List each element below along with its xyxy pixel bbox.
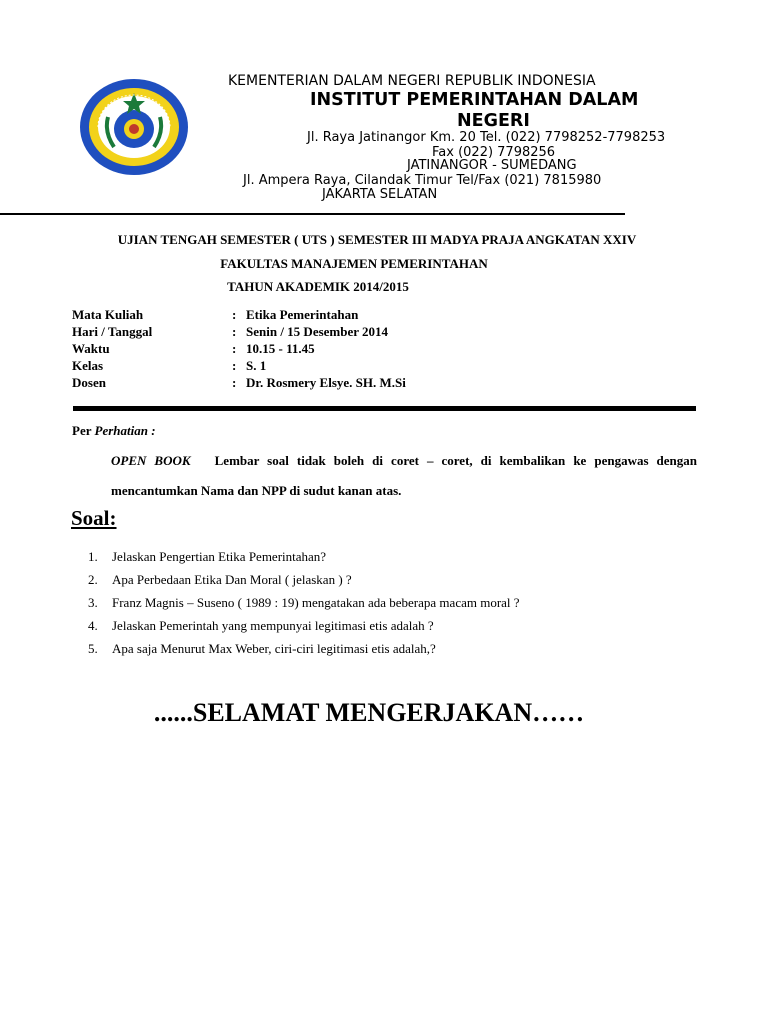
academic-year: TAHUN AKADEMIK 2014/2015 [227,279,409,294]
question-number: 4. [88,618,98,633]
header-divider [0,213,625,215]
question-item [88,545,520,568]
ministry-name: KEMENTERIAN DALAM NEGERI REPUBLIK INDONESIA [228,73,596,89]
notice-text: Lembar soal tidak boleh di coret – coret, di kembalikan ke pengawas dengan mencantumkan Nama dan NPP di sudut kanan atas. [111,453,698,498]
question-item [88,614,520,637]
info-colon: : [232,341,237,356]
question-item [88,637,520,660]
institute-name-line2: NEGERI [457,111,530,131]
question-item [88,591,520,614]
institute-logo [78,77,190,177]
question-item [88,568,520,591]
question-number: 1. [88,549,98,564]
question-text: Apa saja Menurut Max Weber, ciri-ciri legitimasi etis adalah,? [112,641,436,656]
info-colon: : [232,358,237,373]
address-jakarta: Jl. Ampera Raya, Cilandak Timur Tel/Fax (021) 7815980 [243,173,602,188]
question-number: 2. [88,572,98,587]
info-label: Mata Kuliah [72,307,144,322]
attention-notice [111,446,697,506]
closing-text: ......SELAMAT MENGERJAKAN…… [153,698,585,727]
question-text: Franz Magnis – Suseno ( 1989 : 19) mengatakan ada beberapa macam moral ? [112,595,520,610]
question-number: 3. [88,595,98,610]
info-label: Hari / Tanggal [72,324,153,339]
attention-heading [72,423,156,439]
question-text: Jelaskan Pengertian Etika Pemerintahan? [112,549,327,564]
info-colon: : [232,307,237,322]
info-colon: : [232,375,237,390]
question-number: 5. [88,641,98,656]
info-value: Senin / 15 Desember 2014 [246,324,389,339]
info-value: Dr. Rosmery Elsye. SH. M.Si [246,375,406,390]
question-text: Apa Perbedaan Etika Dan Moral ( jelaskan ) ? [112,572,352,587]
info-value: 10.15 - 11.45 [246,341,315,356]
fax-number: Fax (022) 7798256 [432,145,556,160]
info-value: S. 1 [246,358,267,373]
info-label: Kelas [72,358,104,373]
city-jatinangor: JATINANGOR - SUMEDANG [407,158,577,173]
attention-label: Perhatian : [94,423,156,438]
info-label: Dosen [72,375,106,390]
closing-message [0,698,768,728]
question-text: Jelaskan Pemerintah yang mempunyai legitimasi etis adalah ? [112,618,434,633]
info-value: Etika Pemerintahan [246,307,359,322]
open-book-label: OPEN BOOK [111,453,191,468]
attention-prefix: Per [72,423,92,438]
info-colon: : [232,324,237,339]
address-jatinangor: Jl. Raya Jatinangor Km. 20 Tel. (022) 7798252-7798253 [307,130,666,145]
institute-name-line1: INSTITUT PEMERINTAHAN DALAM [310,90,639,110]
question-list [88,545,520,660]
exam-title: UJIAN TENGAH SEMESTER ( UTS ) SEMESTER III MADYA PRAJA ANGKATAN XXIV [117,232,637,247]
faculty-name: FAKULTAS MANAJEMEN PEMERINTAHAN [220,256,488,271]
section-divider [73,406,696,411]
info-label: Waktu [72,341,110,356]
city-jakarta: JAKARTA SELATAN [322,187,438,202]
soal-heading: Soal: [71,506,117,530]
